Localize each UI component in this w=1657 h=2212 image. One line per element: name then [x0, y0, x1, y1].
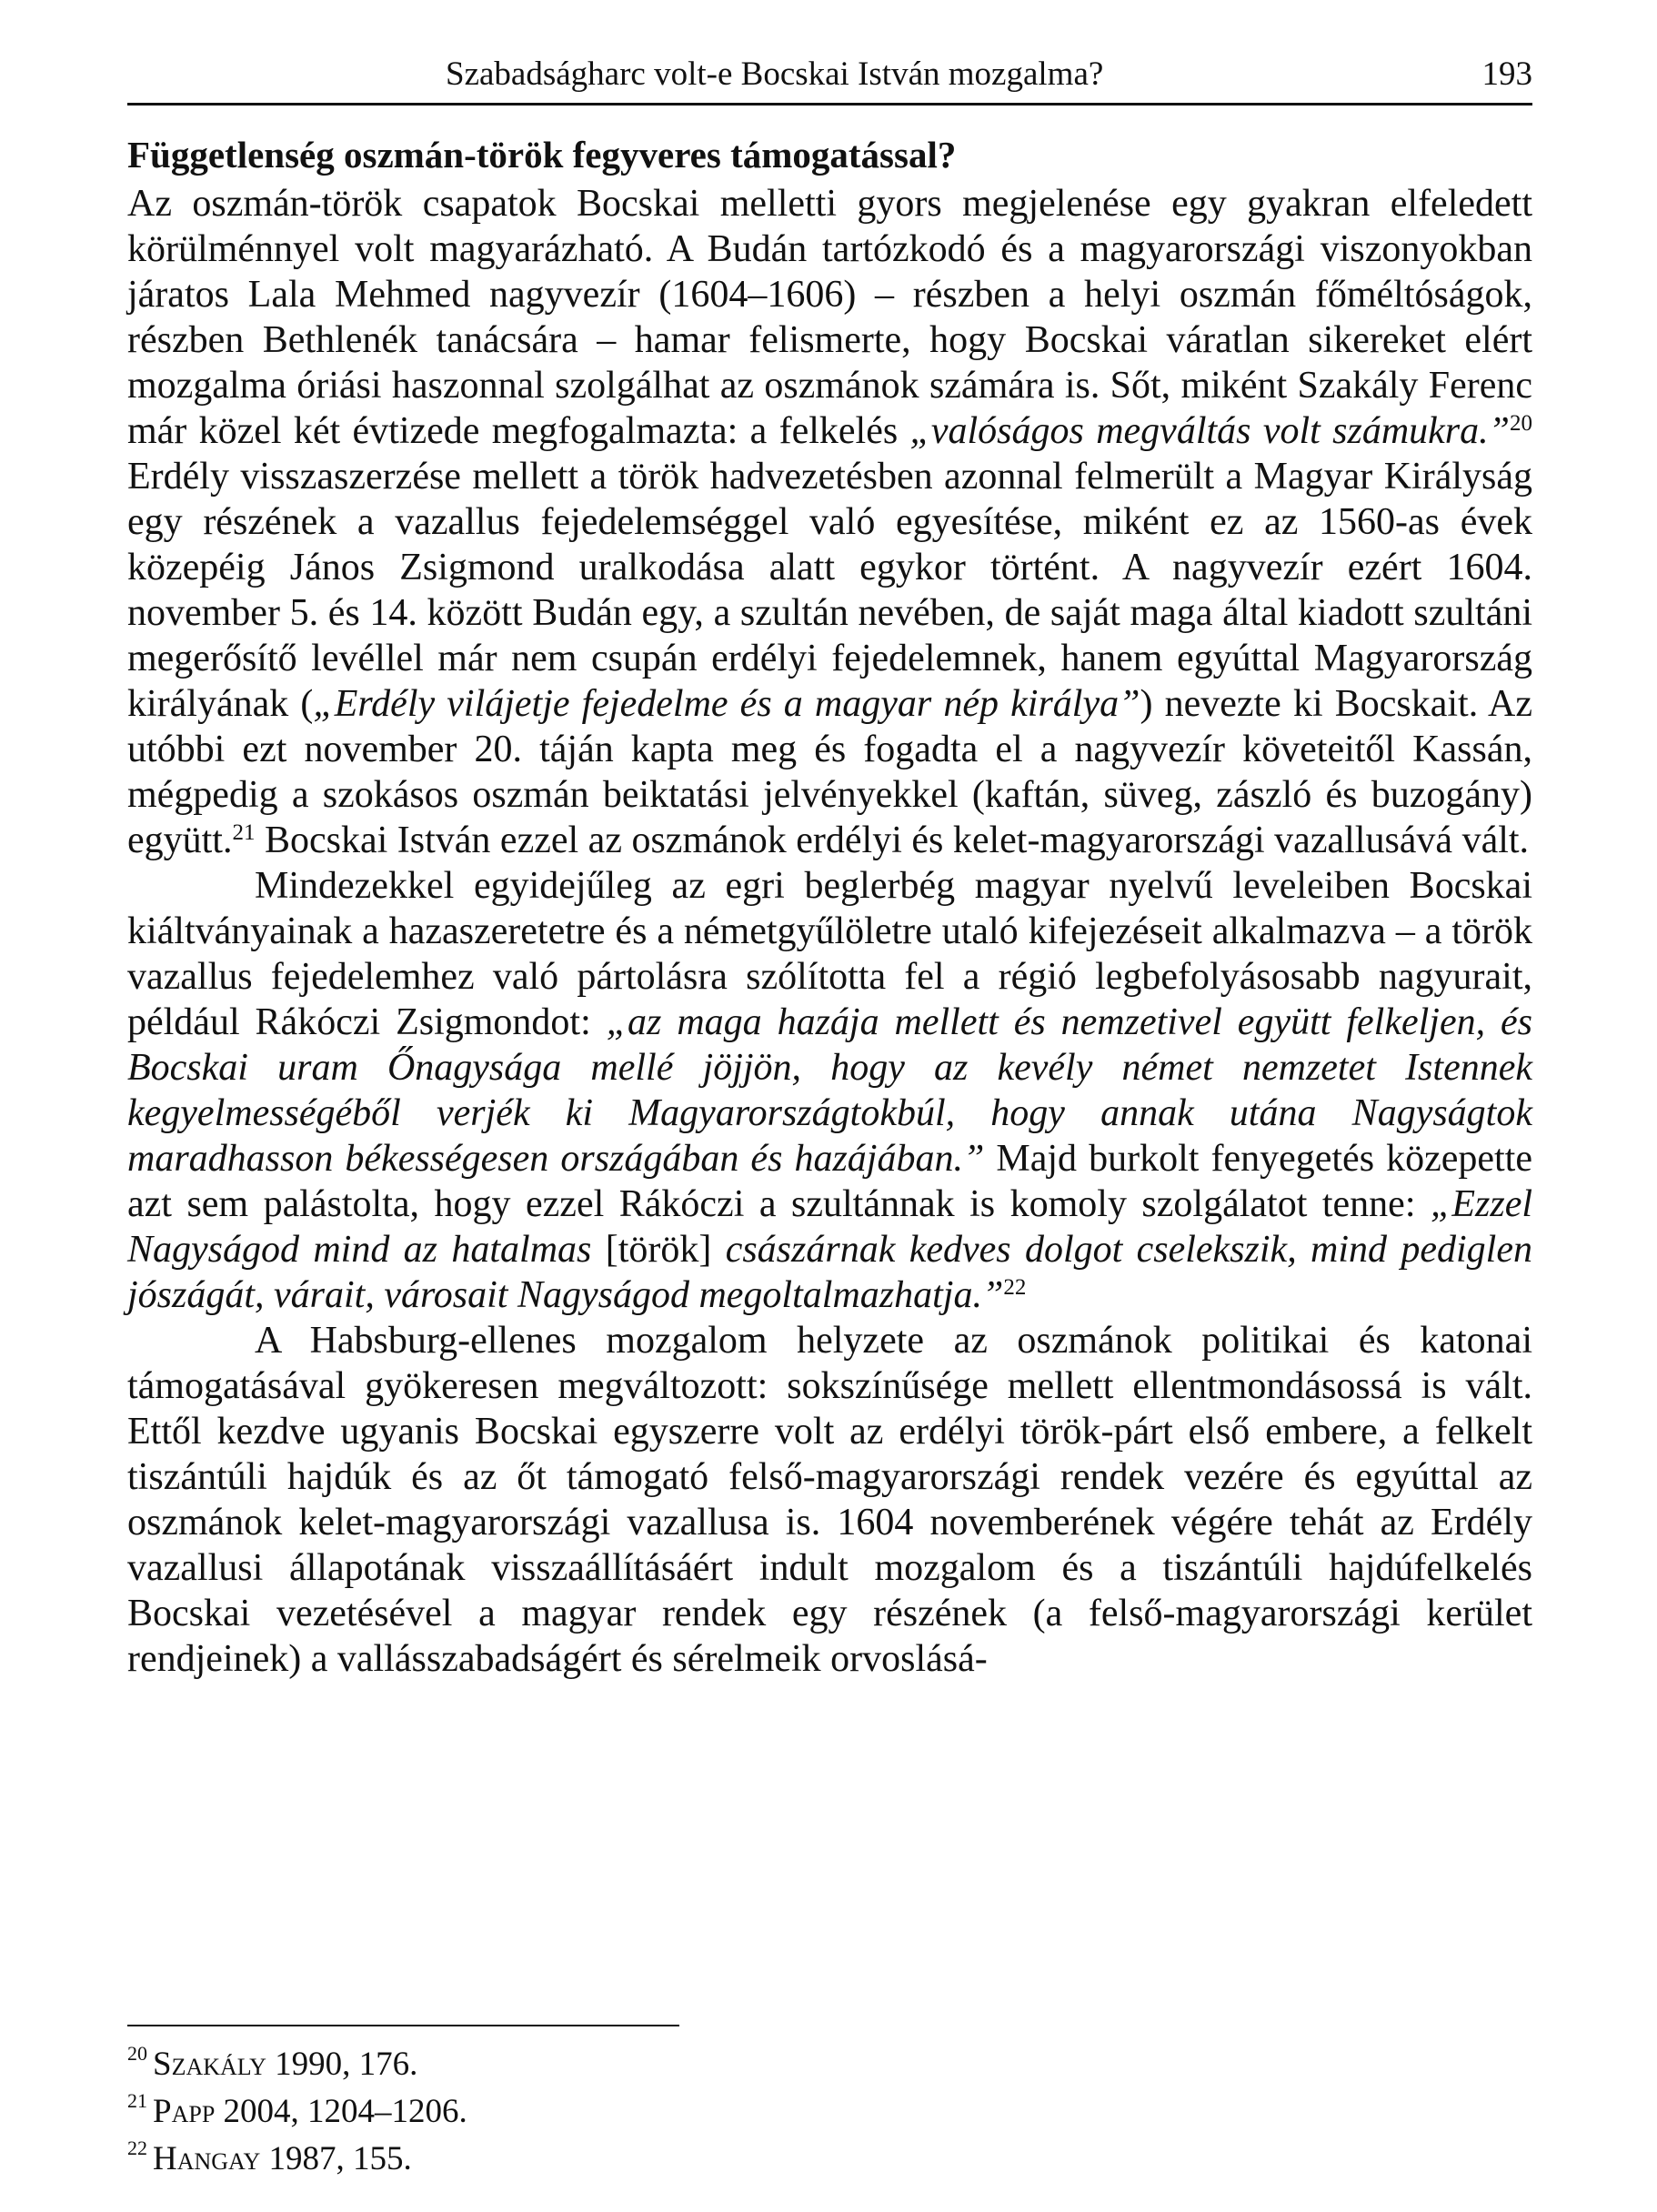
body-text [127, 132, 1532, 1682]
footnote-author: Hangay [153, 2140, 261, 2177]
footnote-ref-20[interactable]: 20 [1510, 411, 1532, 436]
footnote-citation: 1987, 155. [260, 2140, 412, 2177]
section-heading: Függetlenség oszmán-török fegyveres támogatással? [127, 134, 957, 176]
paragraph-3 [127, 1318, 1532, 1682]
text-run: A Habsburg-ellenes mozgalom helyzete az oszmánok politikai és katonai támogatásával gyökeresen megváltozott: sokszínűsége mellett ellentmondásossá is vált. Ettől kezdve ugyanis Bocskai egyszerre volt az erdélyi török-párt első embere, a felkelt tiszántúli hajdúk és az őt támogató felső-magyarországi rendek vezére és egyúttal az oszmánok kelet-magyarországi vazallusa is. 1604 novemberének végére tehát az Erdély vazallusi állapotának visszaállításáért indult mozgalom és a tiszántúli hajdúfelkelés Bocskai vezetésével a magyar rendek egy részének (a felső-magyarországi kerület rendjeinek) a vallásszabadságért és sérelmeik orvoslásá- [127, 1320, 1532, 1680]
paragraph-2 [127, 863, 1532, 1318]
running-header [127, 47, 1532, 102]
header-rule [127, 103, 1532, 106]
quotation: „az maga hazája mellett és nemzetivel együtt felkeljen, és Bocskai uram Őnagysága mellé jöjjön, hogy az kevély német nemzetet Istennek kegyelmességéből verjék ki Magyarországtokbúl, hogy annak utána Nagyságtok maradhasson békességesen országában és hazájában.” [127, 1001, 1532, 1180]
footnote-separator [127, 2025, 679, 2026]
footnote-author: Papp [153, 2093, 216, 2130]
footnote-number: 21 [127, 2089, 147, 2112]
paragraph-1 [127, 181, 1532, 863]
quotation: „Ezzel Nagyságod mind az hatalmas [127, 1183, 1532, 1271]
footnote-21 [127, 2088, 1532, 2136]
footnote-number: 20 [127, 2042, 147, 2065]
footnote-citation: 2004, 1204–1206. [215, 2093, 467, 2130]
footnote-ref-21[interactable]: 21 [232, 820, 256, 845]
quotation: császárnak kedves dolgot cselekszik, mind pediglen jószágát, várait, városait Nagyságod megoltalmazhatja.” [127, 1229, 1532, 1316]
footnote-citation: 1990, 176. [266, 2046, 418, 2083]
footnote-20 [127, 2041, 1532, 2088]
footnote-ref-22[interactable]: 22 [1003, 1275, 1027, 1300]
footnote-22 [127, 2136, 1532, 2183]
text-run: Bocskai István ezzel az oszmánok erdélyi és kelet-magyarországi vazallusává vált. [255, 819, 1530, 861]
text-run: Erdély visszaszerzése mellett a török hadvezetésben azonnal felmerült a Magyar Királyság egy részének a vazallus fejedelemséggel való egyesítése, miként ez az 1560-as évek közepéig János Zsigmond uralkodása alatt egykor történt. A nagyvezír ezért 1604. november 5. és 14. között Budán egy, a szultán nevében, de saját maga által kiadott szultáni megerősítő levéllel már nem csupán erdélyi fejedelemnek, hanem egyúttal Magyarország királyának ( [127, 456, 1532, 725]
page-number: 193 [1481, 55, 1532, 93]
text-run: Az oszmán-török csapatok Bocskai melletti gyors megjelenése egy gyakran elfeledett körülménnyel volt magyarázható. A Budán tartózkodó és a magyarországi viszonyokban járatos Lala Mehmed nagyvezír (1604–1606) – részben a helyi oszmán főméltóságok, részben Bethlenék tanácsára – hamar felismerte, hogy Bocskai váratlan sikereket elért mozgalma óriási haszonnal szolgálhat az oszmánok számára is. Sőt, miként Szakály Ferenc már közel két évtizede megfogalmazta: a felkelés [127, 183, 1532, 452]
text-run: Majd burkolt fenyegetés közepette azt sem palástolta, hogy ezzel Rákóczi a szultánnak is komoly szolgálatot tenne: [127, 1138, 1532, 1225]
quotation: „valóságos megváltás volt számukra.” [909, 410, 1510, 452]
footnote-number: 22 [127, 2137, 147, 2159]
footnotes [127, 2041, 1532, 2183]
editorial-insertion: [török] [605, 1229, 712, 1271]
text-run: Mindezekkel egyidejűleg az egri beglerbég magyar nyelvű leveleiben Bocskai kiáltványainak a hazaszeretetre és a németgyűlöletre utaló kifejezéseit alkalmazva – a török vazallus fejedelemhez való pártolásra szólította fel a régió legbefolyásosabb nagyurait, például Rákóczi Zsigmondot: [127, 865, 1532, 1043]
quotation: „Erdély vilájetje fejedelme és a magyar nép királya” [313, 683, 1140, 725]
text-run: ) nevezte ki Bocskait. Az utóbbi ezt november 20. táján kapta meg és fogadta el a nagyvezír követeitől Kassán, mégpedig a szokásos oszmán beiktatási jelvényekkel (kaftán, süveg, zászló és buzogány) együtt. [127, 683, 1532, 861]
footnote-author: Szakály [153, 2046, 266, 2083]
running-title: Szabadságharc volt-e Bocskai István mozgalma? [446, 55, 1104, 93]
